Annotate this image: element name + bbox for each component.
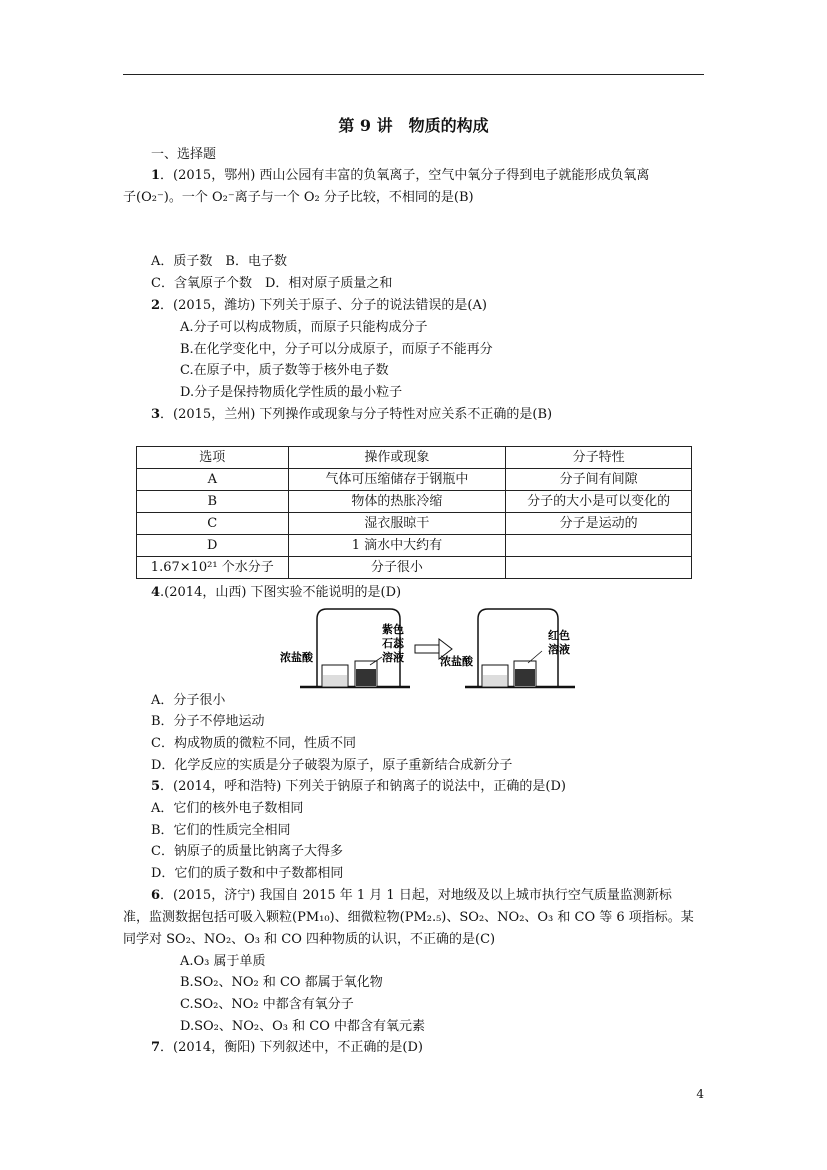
table-cell: 湿衣服晾干	[288, 513, 506, 535]
question-7-stem: ．(2014，衡阳) 下列叙述中，不正确的是(D)	[160, 1040, 423, 1055]
table-cell: 1.67×10²¹ 个水分子	[137, 557, 289, 579]
right-solution-label-2: 溶液	[548, 643, 570, 656]
table-cell	[506, 557, 692, 579]
question-2-option-a: A.分子可以构成物质，而原子只能构成分子	[180, 320, 428, 335]
question-6-option-d: D.SO₂、NO₂、O₃ 和 CO 中都含有氧元素	[180, 1019, 425, 1034]
table-cell: 分子的大小是可以变化的	[506, 491, 692, 513]
right-acid-label: 浓盐酸	[440, 655, 473, 668]
table-row	[137, 513, 692, 535]
page-title: 第 9 讲 物质的构成	[338, 116, 489, 135]
question-2-option-b: B.在化学变化中，分子可以分成原子，而原子不能再分	[180, 342, 493, 357]
table-cell: D	[137, 535, 289, 557]
table-cell: 分子是运动的	[506, 513, 692, 535]
question-5-option-d: D．它们的质子数和中子数都相同	[151, 866, 344, 881]
question-4-option-a: A．分子很小	[151, 693, 226, 708]
question-5	[151, 777, 566, 797]
table-row	[137, 557, 692, 579]
table-header-row	[137, 447, 692, 469]
table-cell: A	[137, 469, 289, 491]
question-1-number: 1	[151, 168, 161, 183]
table-cell: 物体的热胀冷缩	[288, 491, 506, 513]
table-cell: B	[137, 491, 289, 513]
question-6-option-a: A.O₃ 属于单质	[180, 954, 266, 969]
question-3-table	[136, 446, 692, 579]
question-2	[151, 296, 487, 316]
question-4-option-c: C．构成物质的微粒不同，性质不同	[151, 736, 356, 751]
question-1-line2: 子(O₂⁻)。一个 O₂⁻离子与一个 O₂ 分子比较，不相同的是(B)	[123, 190, 474, 205]
left-solution-label-2: 石蕊	[382, 637, 404, 650]
question-1	[151, 166, 649, 186]
question-6	[151, 886, 672, 906]
question-6-line1: ．(2015，济宁) 我国自 2015 年 1 月 1 日起，对地级及以上城市执行空气质量监测新标	[160, 888, 672, 903]
question-2-stem: ．(2015，潍坊) 下列关于原子、分子的说法错误的是(A)	[160, 298, 487, 313]
table-header-cell: 选项	[137, 447, 289, 469]
left-acid-label: 浓盐酸	[280, 651, 313, 664]
table-row	[137, 491, 692, 513]
question-6-line2: 准，监测数据包括可吸入颗粒(PM₁₀)、细微粒物(PM₂.₅)、SO₂、NO₂、O₃ 和 CO 等 6 项指标。某	[123, 910, 694, 925]
question-4-option-b: B．分子不停地运动	[151, 714, 265, 729]
header-rule	[123, 74, 704, 75]
question-7-number: 7	[151, 1040, 161, 1055]
question-7	[151, 1038, 423, 1058]
table-cell	[506, 535, 692, 557]
question-6-option-c: C.SO₂、NO₂ 中都含有氧分子	[180, 997, 354, 1012]
question-4-option-d: D．化学反应的实质是分子破裂为原子，原子重新结合成新分子	[151, 758, 513, 773]
section-heading: 一、选择题	[151, 147, 217, 162]
question-5-option-c: C．钠原子的质量比钠离子大得多	[151, 844, 343, 859]
table-row	[137, 535, 692, 557]
left-solution-label-1: 紫色	[382, 623, 404, 636]
table-cell: 1 滴水中大约有	[288, 535, 506, 557]
question-5-stem: ．(2014，呼和浩特) 下列关于钠原子和钠离子的说法中，正确的是(D)	[160, 779, 566, 794]
left-solution-label-3: 溶液	[382, 651, 404, 664]
question-6-line3: 同学对 SO₂、NO₂、O₃ 和 CO 四种物质的认识，不正确的是(C)	[123, 932, 496, 947]
table-row	[137, 469, 692, 491]
question-1-option-ab: A．质子数 B．电子数	[151, 254, 287, 269]
question-3	[151, 405, 552, 425]
question-4-stem: .(2014，山西) 下图实验不能说明的是(D)	[160, 585, 402, 600]
experiment-figure	[270, 603, 580, 693]
question-4	[151, 583, 401, 603]
table-header-cell: 操作或现象	[288, 447, 506, 469]
table-cell: C	[137, 513, 289, 535]
question-5-number: 5	[151, 779, 161, 794]
question-1-line1: ．(2015，鄂州) 西山公园有丰富的负氧离子，空气中氧分子得到电子就能形成负氧离	[160, 168, 650, 183]
question-1-option-cd: C．含氧原子个数 D．相对原子质量之和	[151, 276, 393, 291]
right-solution-label-1: 红色	[548, 629, 570, 642]
question-6-option-b: B.SO₂、NO₂ 和 CO 都属于氧化物	[180, 975, 383, 990]
table-cell: 分子很小	[288, 557, 506, 579]
table-header-cell: 分子特性	[506, 447, 692, 469]
question-4-number: 4	[151, 585, 161, 600]
question-2-number: 2	[151, 298, 161, 313]
table-cell: 分子间有间隙	[506, 469, 692, 491]
page-number: 4	[696, 1087, 704, 1101]
question-3-number: 3	[151, 407, 161, 422]
question-2-option-d: D.分子是保持物质化学性质的最小粒子	[180, 385, 403, 400]
table-cell: 气体可压缩储存于钢瓶中	[288, 469, 506, 491]
question-5-option-a: A．它们的核外电子数相同	[151, 801, 304, 816]
question-6-number: 6	[151, 888, 161, 903]
question-2-option-c: C.在原子中，质子数等于核外电子数	[180, 363, 389, 378]
question-5-option-b: B．它们的性质完全相同	[151, 823, 291, 838]
question-3-stem: ．(2015，兰州) 下列操作或现象与分子特性对应关系不正确的是(B)	[160, 407, 553, 422]
